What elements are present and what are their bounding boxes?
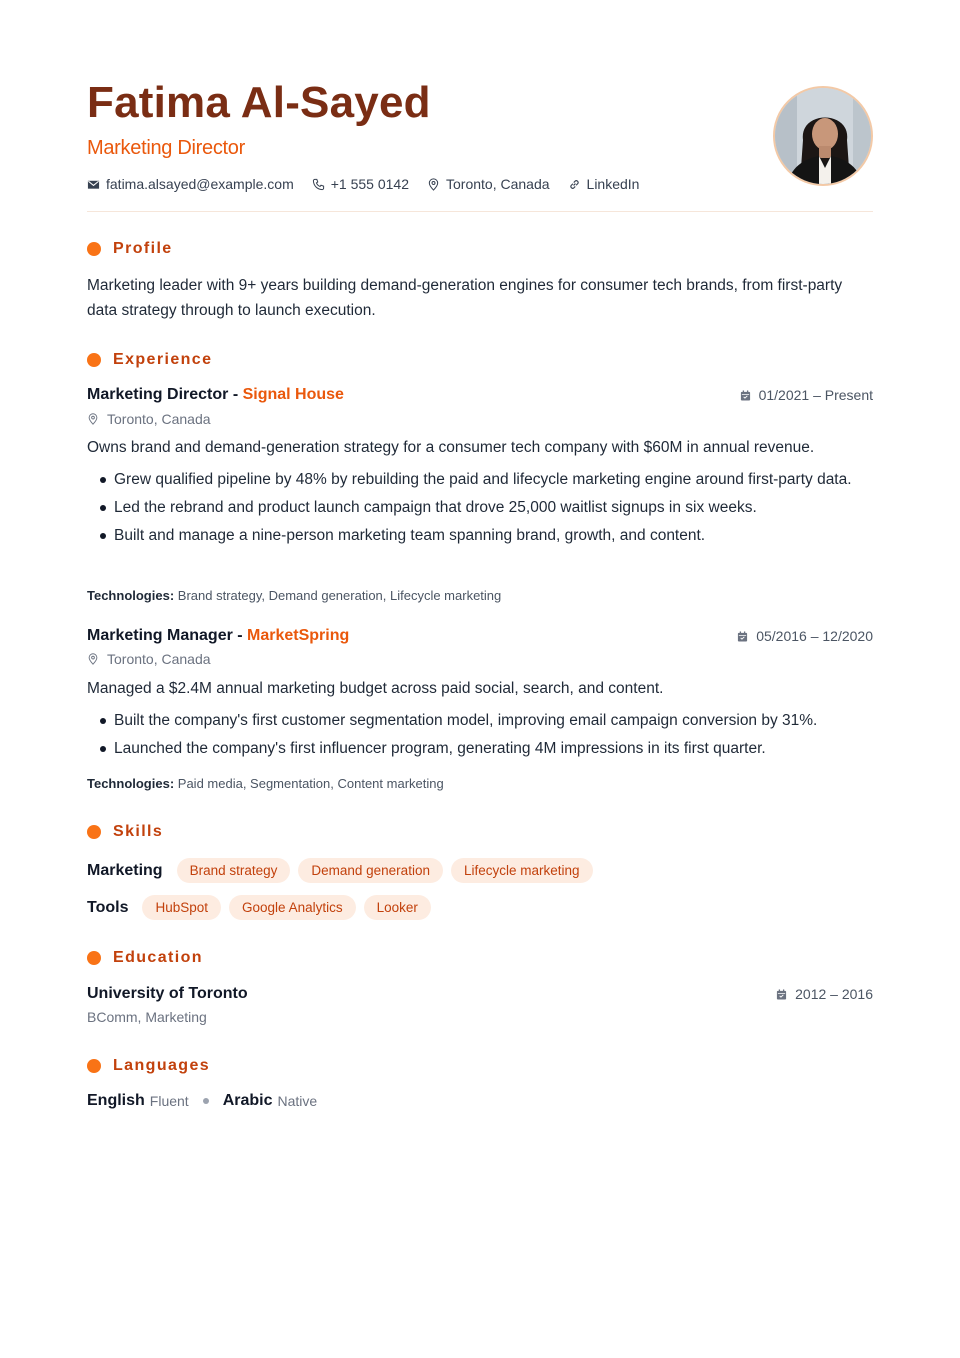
candidate-name: Fatima Al-Sayed [87,78,431,127]
profile-summary: Marketing leader with 9+ years building demand-generation engines for consumer tech brands, from first-party data strategy through to launch execution. [87,277,843,319]
section-dot-icon [87,951,101,965]
list-item: Led the rebrand and product launch campaign that drove 25,000 waitlist signups in six weeks. [87,495,873,520]
section-profile-label: Profile [113,240,173,257]
contact-location-text: Toronto, Canada [446,176,550,192]
list-item: Launched the company's first influencer program, generating 4M impressions in its first quarter. [87,736,873,761]
job-company: MarketSpring [247,627,350,644]
job-separator: - [232,627,248,644]
job-location [87,411,211,427]
map-pin-icon [87,413,99,425]
job-separator: - [228,386,243,403]
technologies-label: Technologies: [87,588,175,603]
job-summary: Owns brand and demand-generation strategy for a consumer tech company with $60M in annual revenue. [87,439,815,456]
skill-chip: Brand strategy [177,858,291,883]
job-location [87,651,211,667]
language-name: English [87,1092,145,1109]
job-date-text: 01/2021 – Present [758,387,873,403]
job-title [87,627,349,645]
skill-category: Tools [87,898,129,916]
skill-chip: HubSpot [142,895,221,920]
job-date-text: 05/2016 – 12/2020 [756,628,873,644]
section-dot-icon [87,1059,101,1073]
link-icon [568,178,581,191]
list-item: Built and manage a nine-person marketing team spanning brand, growth, and content. [87,523,873,548]
resume-header [87,0,873,212]
skill-chip: Looker [364,895,431,920]
education-school: University of Toronto [87,985,248,1002]
contact-linkedin[interactable] [568,176,640,192]
skill-category: Marketing [87,861,163,879]
education-date [776,986,873,1002]
languages-list [87,1092,317,1110]
skill-chip: Demand generation [298,858,443,883]
job-company: Signal House [242,386,344,403]
resume-page [87,0,873,1109]
job-achievements [87,708,873,764]
section-skills-title [87,823,163,841]
calendar-icon [737,631,748,642]
job-header [87,386,873,404]
contact-phone-text: +1 555 0142 [330,176,409,192]
candidate-role: Marketing Director [87,137,245,159]
language-level: Native [277,1093,318,1109]
section-dot-icon [87,353,101,367]
technologies-label: Technologies: [87,776,175,791]
skill-chip: Lifecycle marketing [451,858,593,883]
job-header [87,627,873,645]
contact-email[interactable] [87,176,294,192]
job-date [740,387,873,403]
avatar [773,86,873,186]
education-date-text: 2012 – 2016 [795,986,873,1002]
separator-dot-icon [203,1098,209,1104]
skill-chip: Google Analytics [229,895,356,920]
section-experience-title [87,351,212,369]
job-achievements [87,467,873,551]
job-date [737,628,873,644]
job-technologies [87,776,444,791]
contact-bar [87,176,657,192]
technologies-list: Brand strategy, Demand generation, Lifecycle marketing [177,588,502,603]
mail-icon [87,178,100,191]
contact-location [427,176,550,192]
job-title [87,386,344,404]
education-degree: BComm, Marketing [87,1009,207,1025]
contact-phone[interactable] [312,176,409,192]
language-name: Arabic [222,1092,273,1109]
job-technologies [87,588,501,603]
calendar-icon [740,390,751,401]
section-profile-title [87,240,173,258]
phone-icon [312,178,325,191]
job-position: Marketing Manager [87,627,233,644]
section-languages-label: Languages [113,1057,211,1074]
calendar-icon [776,989,787,1000]
job-location-text: Toronto, Canada [107,651,211,667]
skill-group [87,895,439,920]
portrait-photo-icon [775,88,873,186]
technologies-list: Paid media, Segmentation, Content marketing [177,776,444,791]
map-pin-icon [427,178,440,191]
section-skills-label: Skills [113,823,164,840]
education-header [87,985,873,1003]
language-level: Fluent [149,1093,189,1109]
section-education-label: Education [113,949,203,966]
section-experience-label: Experience [113,351,213,368]
skill-group [87,858,601,883]
job-summary: Managed a $2.4M annual marketing budget across paid social, search, and content. [87,680,664,697]
section-education-title [87,949,203,967]
list-item: Built the company's first customer segmentation model, improving email campaign conversion by 31%. [87,708,873,733]
section-dot-icon [87,242,101,256]
contact-linkedin-text: LinkedIn [586,176,640,192]
map-pin-icon [87,653,99,665]
job-location-text: Toronto, Canada [107,411,211,427]
section-languages-title [87,1057,210,1075]
section-dot-icon [87,825,101,839]
contact-email-text: fatima.alsayed@example.com [106,176,294,192]
list-item: Grew qualified pipeline by 48% by rebuilding the paid and lifecycle marketing engine around first-party data. [87,467,873,492]
job-position: Marketing Director [87,386,229,403]
